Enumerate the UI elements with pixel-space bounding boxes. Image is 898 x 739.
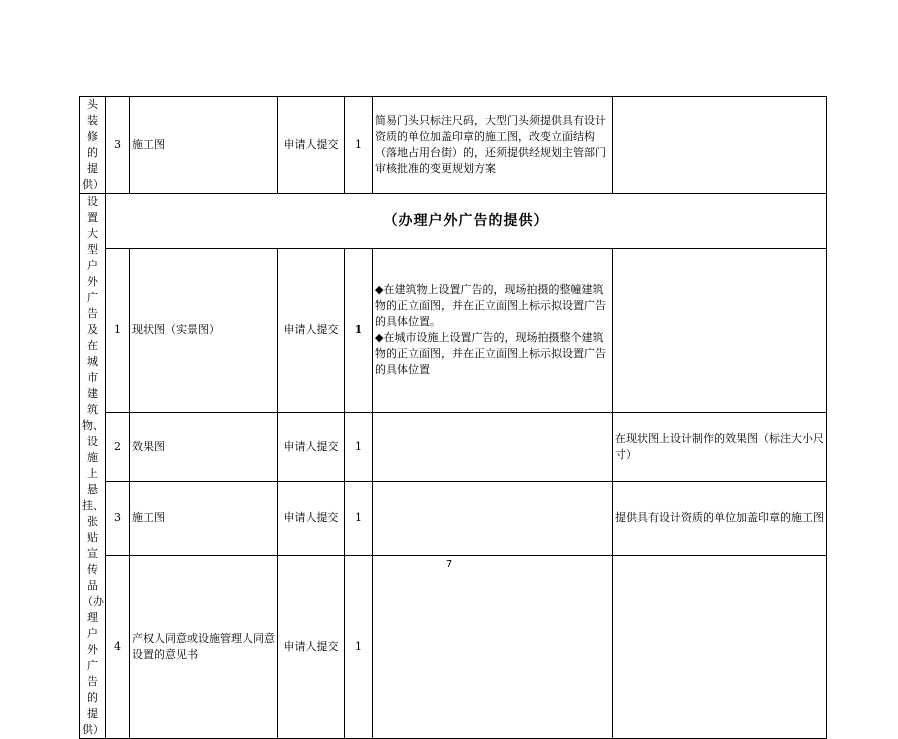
category-cell: 头装修的提供） — [80, 97, 106, 194]
copies-cell: 1 — [345, 555, 373, 738]
remark-cell — [613, 97, 827, 194]
category-cell: 设置大型户外广告及在城市建筑物、设施上悬挂、张贴宣传品（办理户外广告的提供） — [80, 194, 106, 739]
table-row — [80, 248, 827, 412]
source-cell: 申请人提交 — [278, 412, 345, 481]
requirement-line: ◆在城市设施上设置广告的，现场拍摄整个建筑物的正立面图，并在正立面图上标示拟设置广告的具体位置 — [375, 331, 606, 377]
remark-cell: 提供具有设计资质的单位加盖印章的施工图 — [613, 481, 827, 555]
requirement-cell — [373, 412, 613, 481]
remark-cell: 在现状图上设计制作的效果图（标注大小尺寸） — [613, 412, 827, 481]
requirement-line: ◆在建筑物上设置广告的，现场拍摄的整幢建筑物的正立面图，并在正立面图上标示拟设置广告的具体位置。 — [375, 283, 606, 329]
table-row — [80, 97, 827, 194]
remark-cell — [613, 248, 827, 412]
table-row — [80, 412, 827, 481]
section-row — [80, 194, 827, 249]
remark-cell — [613, 555, 827, 738]
page-number: 7 — [445, 559, 453, 570]
materials-table — [79, 96, 827, 739]
source-cell: 申请人提交 — [278, 97, 345, 194]
requirement-cell — [373, 481, 613, 555]
row-number: 2 — [106, 412, 130, 481]
requirement-cell — [373, 248, 613, 412]
row-number: 1 — [106, 248, 130, 412]
copies-cell: 1 — [345, 97, 373, 194]
requirement-cell: 简易门头只标注尺码，大型门头须提供具有设计资质的单位加盖印章的施工图，改变立面结构（落地占用台街）的，还须提供经规划主管部门审核批准的变更规划方案 — [373, 97, 613, 194]
source-cell: 申请人提交 — [278, 481, 345, 555]
material-name: 现状图（实景图） — [130, 248, 278, 412]
table-row — [80, 481, 827, 555]
row-number: 3 — [106, 481, 130, 555]
row-number: 3 — [106, 97, 130, 194]
material-name: 施工图 — [130, 97, 278, 194]
section-title: （办理户外广告的提供） — [106, 194, 827, 249]
material-name: 效果图 — [130, 412, 278, 481]
copies-cell: 1 — [345, 412, 373, 481]
source-cell: 申请人提交 — [278, 555, 345, 738]
material-name: 施工图 — [130, 481, 278, 555]
requirement-cell — [373, 555, 613, 738]
material-name: 产权人同意或设施管理人同意设置的意见书 — [130, 555, 278, 738]
table-row — [80, 555, 827, 738]
source-cell: 申请人提交 — [278, 248, 345, 412]
copies-cell: 1 — [345, 248, 373, 412]
copies-cell: 1 — [345, 481, 373, 555]
row-number: 4 — [106, 555, 130, 738]
